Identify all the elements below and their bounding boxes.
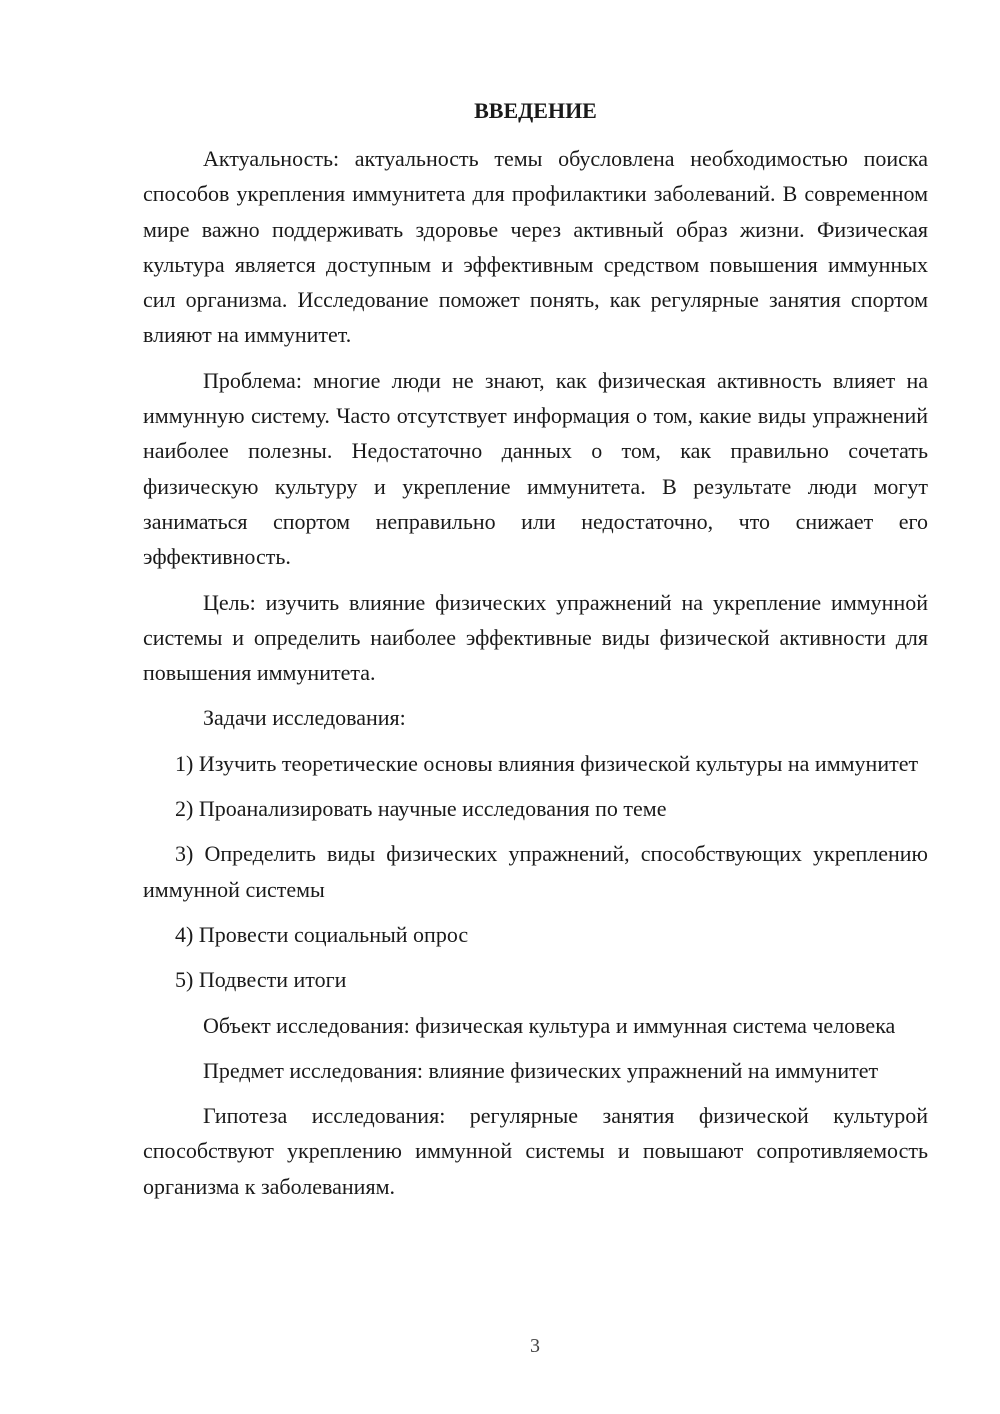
document-page [143,95,928,1214]
paragraph-object: Объект исследования: физическая культура и иммунная система человека [203,1012,896,1038]
tasks-heading: Задачи исследования: [203,705,406,731]
paragraph-problem: Проблема: многие люди не знают, как физическая активность влияет на иммунную систему. Часто отсутствует информация о том, какие виды упражнений наиболее полезны. Недостаточно данных о том, как правильно сочетать физическую культуру и укрепление иммунитета. В результате люди могут заниматься спортом неправильно или недостаточно, что снижает его эффективность. [143,367,928,570]
task-item-2: 2) Проанализировать научные исследования по теме [175,796,667,822]
task-item-4: 4) Провести социальный опрос [175,921,469,947]
page-number: 3 [530,1335,540,1357]
task-item-3: 3) Определить виды физических упражнений, способствующих укреплению иммунной системы [143,841,928,902]
paragraph-subject: Предмет исследования: влияние физических упражнений на иммунитет [203,1057,879,1083]
task-item-1: 1) Изучить теоретические основы влияния физической культуры на иммунитет [175,750,919,776]
task-item-5: 5) Подвести итоги [175,967,347,993]
paragraph-hypothesis: Гипотеза исследования: регулярные занятия физической культурой способствуют укреплению иммунной системы и повышают сопротивляемость организма к заболеваниям. [143,1103,928,1199]
paragraph-goal: Цель: изучить влияние физических упражнений на укрепление иммунной системы и определить наиболее эффективные виды физической активности для повышения иммунитета. [143,589,928,686]
paragraph-relevance: Актуальность: актуальность темы обусловлена необходимостью поиска способов укрепления иммунитета для профилактики заболеваний. В современном мире важно поддерживать здоровье через активный образ жизни. Физическая культура является доступным и эффективным средством повышения иммунных сил организма. Исследование поможет понять, как регулярные занятия спортом влияют на иммунитет. [143,146,928,348]
section-title: ВВЕДЕНИЕ [474,98,597,123]
